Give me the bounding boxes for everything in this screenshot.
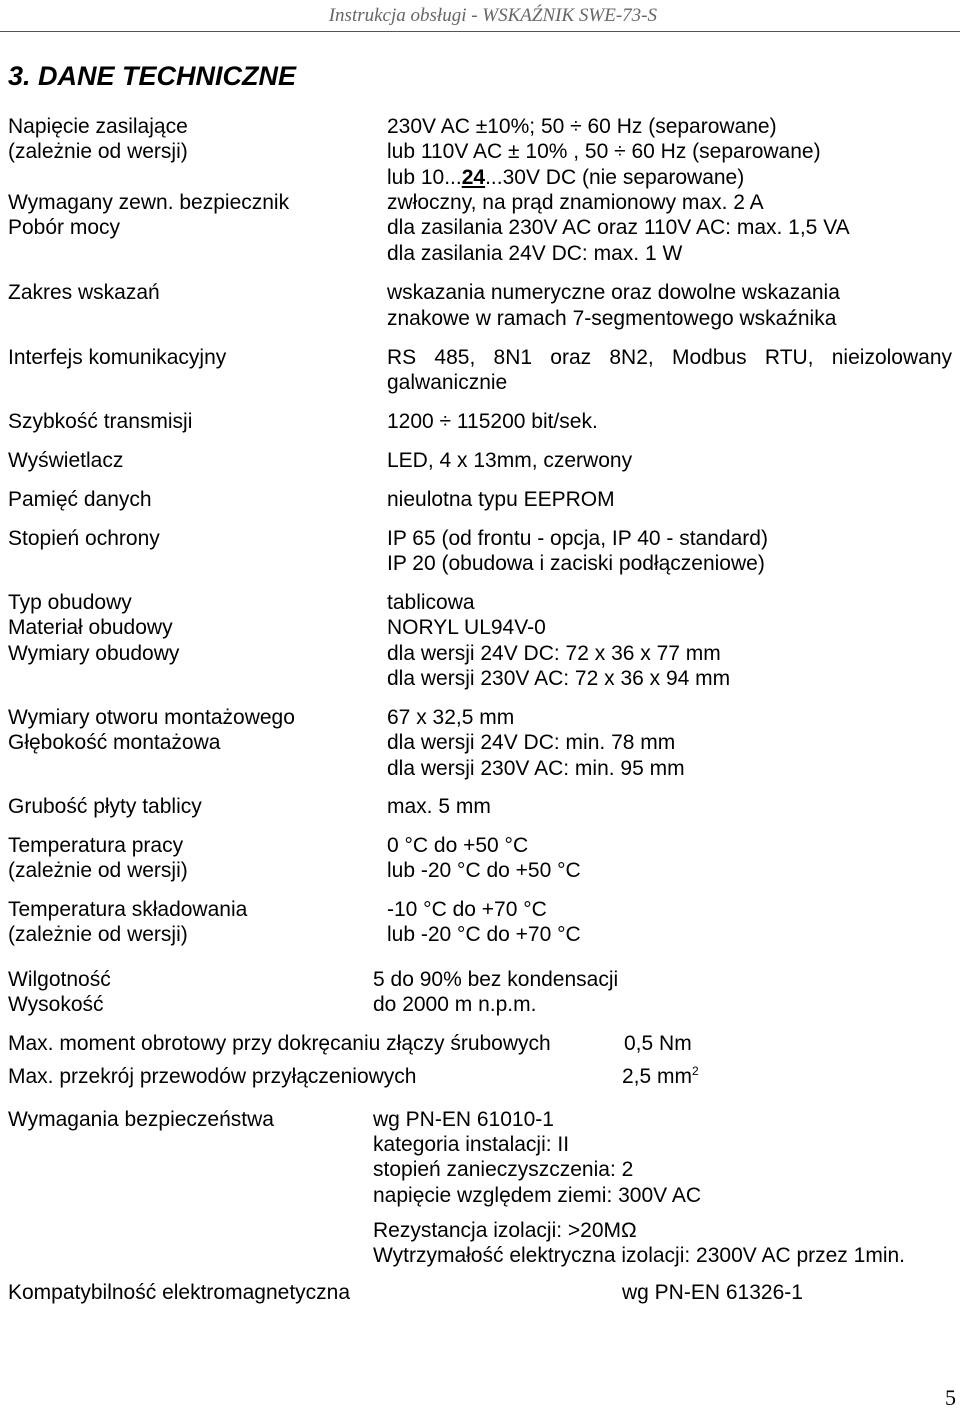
spec-value-depth-1: dla wersji 24V DC: min. 78 mm bbox=[387, 731, 676, 754]
spec-label-emc: Kompatybilność elektromagnetyczna bbox=[8, 1281, 351, 1304]
spec-value-fuse: zwłoczny, na prąd znamionowy max. 2 A bbox=[387, 191, 764, 214]
spec-label-altitude: Wysokość bbox=[8, 993, 104, 1016]
spec-label-memory: Pamięć danych bbox=[8, 488, 152, 511]
spec-label-storage-temp: Temperatura składowania bbox=[8, 898, 248, 921]
spec-label-supply-note: (zależnie od wersji) bbox=[8, 140, 188, 163]
spec-label-power: Pobór mocy bbox=[8, 216, 121, 239]
spec-value-housing-type: tablicowa bbox=[387, 591, 475, 614]
spec-value-housing-material: NORYL UL94V-0 bbox=[387, 616, 546, 639]
spec-value-op-temp-1: 0 °C do +50 °C bbox=[387, 834, 529, 857]
section-title: 3. DANE TECHNICZNE bbox=[8, 61, 297, 91]
supply-3-suffix: ...30V DC (nie separowane) bbox=[485, 166, 745, 189]
spec-label-panel: Grubość płyty tablicy bbox=[8, 795, 202, 818]
cross-section-superscript: 2 bbox=[692, 1064, 699, 1078]
spec-label-housing-type: Typ obudowy bbox=[8, 591, 132, 614]
spec-value-protection-2: IP 20 (obudowa i zaciski podłączeniowe) bbox=[387, 552, 765, 575]
spec-label-housing-dims: Wymiary obudowy bbox=[8, 642, 180, 665]
spec-value-altitude: do 2000 m n.p.m. bbox=[373, 993, 537, 1016]
header-divider bbox=[0, 31, 960, 32]
spec-value-safety-3: stopień zanieczyszczenia: 2 bbox=[373, 1158, 634, 1181]
spec-label-op-temp-note: (zależnie od wersji) bbox=[8, 859, 188, 882]
spec-label-protection: Stopień ochrony bbox=[8, 527, 160, 550]
spec-value-supply-2: lub 110V AC ± 10% , 50 ÷ 60 Hz (separowane) bbox=[387, 140, 821, 163]
spec-value-safety-4: napięcie względem ziemi: 300V AC bbox=[373, 1184, 702, 1207]
spec-label-display: Wyświetlacz bbox=[8, 449, 124, 472]
supply-3-prefix: lub 10... bbox=[387, 166, 462, 189]
spec-label-baud: Szybkość transmisji bbox=[8, 410, 193, 433]
spec-value-interface-1: RS 485, 8N1 oraz 8N2, Modbus RTU, nieizolowany bbox=[387, 346, 952, 369]
spec-label-depth: Głębokość montażowa bbox=[8, 731, 221, 754]
spec-label-torque: Max. moment obrotowy przy dokręcaniu złączy śrubowych bbox=[8, 1032, 551, 1055]
spec-value-safety-1: wg PN-EN 61010-1 bbox=[373, 1108, 554, 1131]
supply-3-underlined: 24 bbox=[461, 166, 486, 189]
spec-value-torque: 0,5 Nm bbox=[624, 1032, 692, 1055]
spec-label-supply: Napięcie zasilające bbox=[8, 115, 188, 138]
spec-value-cross-section bbox=[622, 1064, 699, 1090]
spec-label-storage-temp-note: (zależnie od wersji) bbox=[8, 923, 188, 946]
spec-label-safety: Wymagania bezpieczeństwa bbox=[8, 1108, 274, 1131]
cross-section-number: 2,5 mm bbox=[622, 1065, 693, 1088]
spec-label-humidity: Wilgotność bbox=[8, 968, 111, 991]
spec-value-supply-3 bbox=[387, 165, 744, 191]
spec-value-storage-temp-2: lub -20 °C do +70 °C bbox=[387, 923, 581, 946]
spec-value-cutout: 67 x 32,5 mm bbox=[387, 706, 515, 729]
spec-value-safety-6: Wytrzymałość elektryczna izolacji: 2300V AC przez 1min. bbox=[373, 1244, 905, 1267]
spec-value-panel: max. 5 mm bbox=[387, 795, 491, 818]
spec-value-power-1: dla zasilania 230V AC oraz 110V AC: max. 1,5 VA bbox=[387, 216, 850, 239]
spec-value-housing-dims-2: dla wersji 230V AC: 72 x 36 x 94 mm bbox=[387, 667, 731, 690]
spec-label-cutout: Wymiary otworu montażowego bbox=[8, 706, 295, 729]
spec-value-housing-dims-1: dla wersji 24V DC: 72 x 36 x 77 mm bbox=[387, 642, 721, 665]
spec-label-range: Zakres wskazań bbox=[8, 281, 160, 304]
spec-value-baud: 1200 ÷ 115200 bit/sek. bbox=[387, 410, 598, 433]
spec-value-humidity: 5 do 90% bez kondensacji bbox=[373, 968, 619, 991]
spec-value-safety-5: Rezystancja izolacji: >20MΩ bbox=[373, 1219, 637, 1242]
spec-value-storage-temp-1: -10 °C do +70 °C bbox=[387, 898, 547, 921]
spec-label-op-temp: Temperatura pracy bbox=[8, 834, 184, 857]
spec-value-power-2: dla zasilania 24V DC: max. 1 W bbox=[387, 242, 683, 265]
spec-value-supply-1: 230V AC ±10%; 50 ÷ 60 Hz (separowane) bbox=[387, 115, 777, 138]
spec-value-safety-2: kategoria instalacji: II bbox=[373, 1133, 570, 1156]
spec-value-interface-2: galwanicznie bbox=[387, 371, 508, 394]
spec-value-depth-2: dla wersji 230V AC: min. 95 mm bbox=[387, 757, 685, 780]
spec-value-display: LED, 4 x 13mm, czerwony bbox=[387, 449, 633, 472]
spec-value-range-1: wskazania numeryczne oraz dowolne wskazania bbox=[387, 281, 840, 304]
spec-value-range-2: znakowe w ramach 7-segmentowego wskaźnika bbox=[387, 307, 837, 330]
page-number: 5 bbox=[945, 1385, 956, 1410]
spec-value-op-temp-2: lub -20 °C do +50 °C bbox=[387, 859, 581, 882]
spec-value-protection-1: IP 65 (od frontu - opcja, IP 40 - standard) bbox=[387, 527, 768, 550]
spec-label-cross-section: Max. przekrój przewodów przyłączeniowych bbox=[8, 1065, 417, 1088]
spec-label-interface: Interfejs komunikacyjny bbox=[8, 346, 227, 369]
spec-label-housing-material: Materiał obudowy bbox=[8, 616, 173, 639]
running-header: Instrukcja obsługi - WSKAŹNIK SWE-73-S bbox=[328, 5, 657, 26]
spec-value-memory: nieulotna typu EEPROM bbox=[387, 488, 615, 511]
spec-value-emc: wg PN-EN 61326-1 bbox=[622, 1281, 803, 1304]
spec-label-fuse: Wymagany zewn. bezpiecznik bbox=[8, 191, 290, 214]
